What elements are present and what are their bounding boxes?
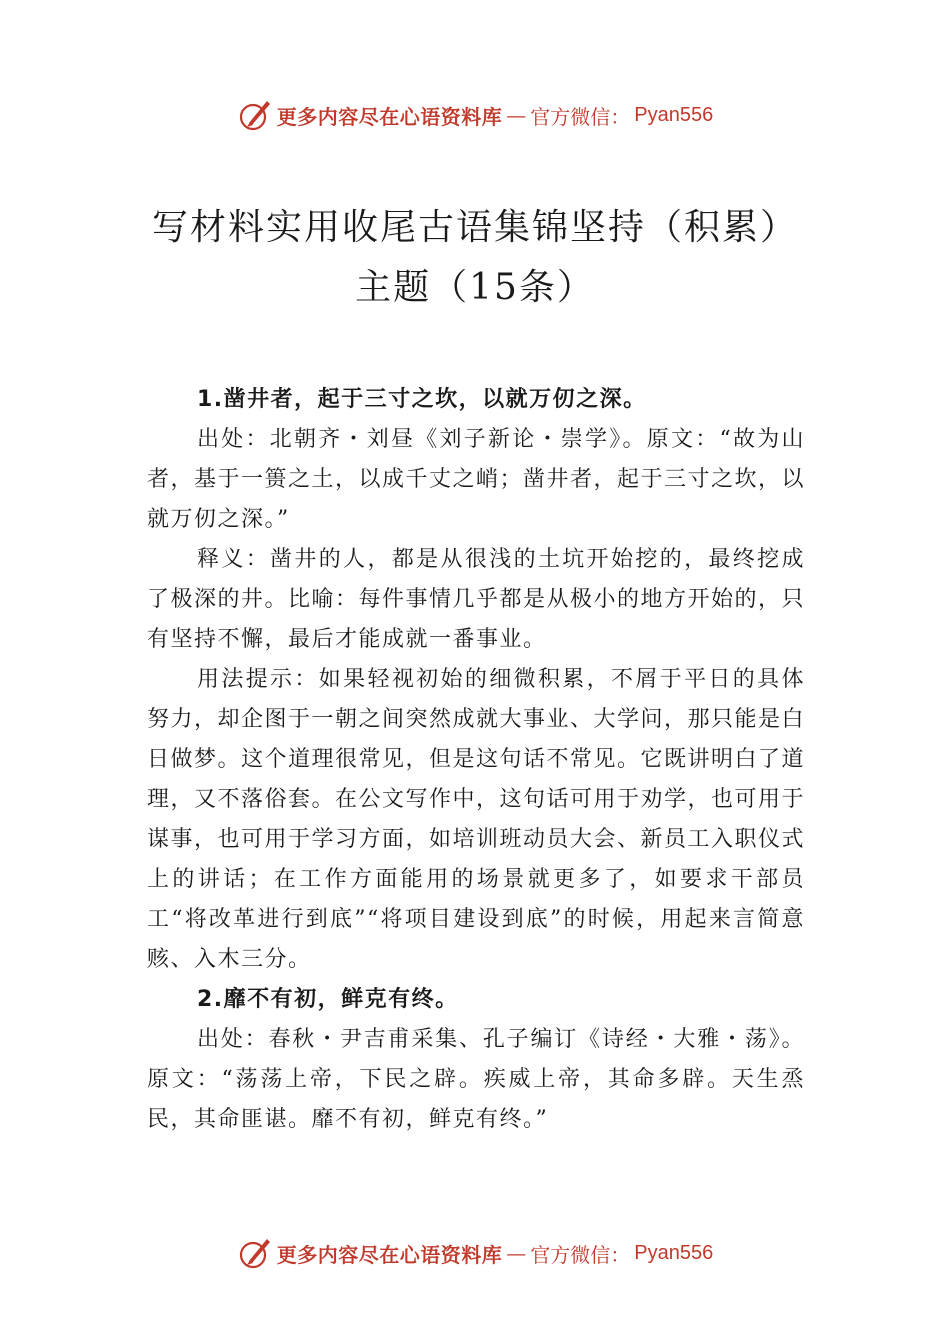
brand-dash: — [506, 103, 527, 127]
brand-name: 更多内容尽在心语资料库 [276, 104, 503, 129]
wechat-label: 官方微信： [530, 1242, 631, 1267]
quill-pen-icon [237, 97, 273, 133]
wechat-label: 官方微信： [530, 104, 631, 129]
footer-watermark [0, 1233, 950, 1273]
quill-pen-icon [237, 1235, 273, 1271]
document-body [147, 380, 805, 1140]
item-2-source: 出处：春秋・尹吉甫采集、孔子编订《诗经・大雅・荡》。原文：“荡荡上帝，下民之辟。疾威上帝，其命多辟。天生烝民，其命匪谌。靡不有初，鲜克有终。” [147, 1027, 805, 1132]
item-1-heading: 1.凿井者，起于三寸之坎，以就万仞之深。 [197, 387, 647, 412]
wechat-id: Pyan556 [634, 1241, 714, 1264]
document-title: 写材料实用收尾古语集锦坚持（积累）主题（15条） [151, 207, 798, 308]
wechat-id: Pyan556 [634, 103, 714, 126]
header-watermark [0, 95, 950, 135]
item-1-usage: 用法提示：如果轻视初始的细微积累，不屑于平日的具体努力，却企图于一朝之间突然成就大事业、大学问，那只能是白日做梦。这个道理很常见，但是这句话不常见。它既讲明白了道理，又不落俗套。在公文写作中，这句话可用于劝学，也可用于谋事，也可用于学习方面，如培训班动员大会、新员工入职仪式上的讲话；在工作方面能用的场景就更多了，如要求干部员工“将改革进行到底”“将项目建设到底”的时候，用起来言简意赅、入木三分。 [147, 667, 806, 972]
item-1-source: 出处：北朝齐・刘昼《刘子新论・崇学》。原文：“故为山者，基于一篑之土，以成千丈之峭；凿井者，起于三寸之坎，以就万仞之深。” [147, 427, 806, 532]
item-2-heading: 2.靡不有初，鲜克有终。 [197, 987, 459, 1012]
item-1-meaning: 释义：凿井的人，都是从很浅的土坑开始挖的，最终挖成了极深的井。比喻：每件事情几乎都是从极小的地方开始的，只有坚持不懈，最后才能成就一番事业。 [147, 547, 806, 652]
brand-name: 更多内容尽在心语资料库 [276, 1242, 503, 1267]
brand-dash: — [506, 1241, 527, 1265]
